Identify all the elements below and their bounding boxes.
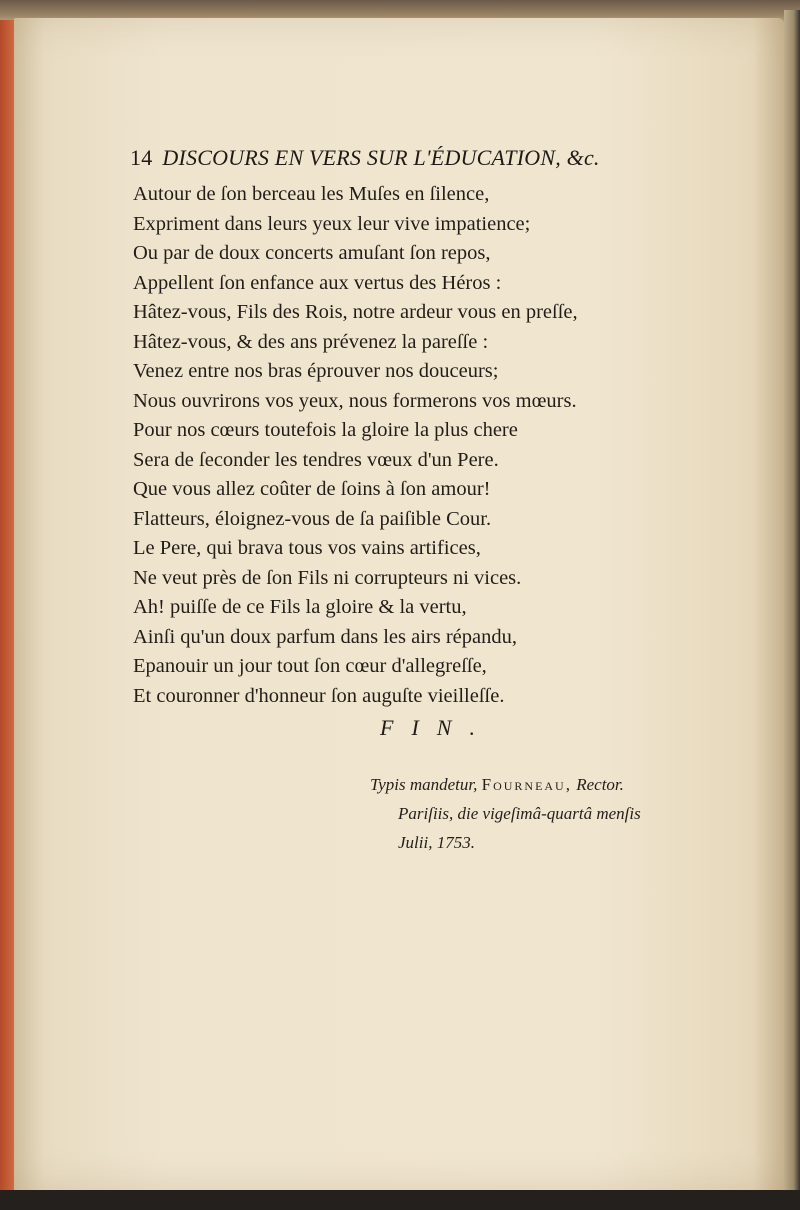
verse-line: Ah! puiſſe de ce Fils la gloire & la vertu, xyxy=(133,596,467,618)
verse-line: Ou par de doux concerts amuſant ſon repos, xyxy=(133,242,491,264)
verse-line: Ne veut près de ſon Fils ni corrupteurs ni vices. xyxy=(133,566,522,589)
verse-line: Hâtez-vous, & des ans prévenez la pareſſe : xyxy=(133,330,489,353)
verse-line: Venez entre nos bras éprouver nos douceurs; xyxy=(133,360,499,382)
page-stack-edge xyxy=(784,10,800,1190)
verse-line: Appellent ſon enfance aux vertus des Héros : xyxy=(133,271,502,294)
imprimatur-line-1: Typis mandetur, Fourneau, Rector. xyxy=(370,775,624,794)
verse-line: Pour nos cœurs toutefois la gloire la plus chere xyxy=(133,419,518,441)
imprimatur-line-3: Julii, 1753. xyxy=(398,833,475,852)
imprimatur-line-2: Pariſiis, die vigeſimâ-quartâ menſis xyxy=(398,804,641,823)
fin-mark: FIN. xyxy=(380,715,493,740)
binding-edge xyxy=(0,20,14,1190)
verse-line: Autour de ſon berceau les Muſes en ſilence, xyxy=(133,183,490,205)
verse-line: Hâtez-vous, Fils des Rois, notre ardeur vous en preſſe, xyxy=(133,301,578,323)
running-head xyxy=(130,145,690,171)
imprimatur xyxy=(370,770,730,857)
verse-line: Que vous allez coûter de ſoins à ſon amour! xyxy=(133,478,491,500)
verse-line: Nous ouvrirons vos yeux, nous formerons vos mœurs. xyxy=(133,389,577,412)
bottom-shadow xyxy=(0,1190,800,1210)
running-title: DISCOURS EN VERS SUR L'ÉDUCATION, &c. xyxy=(162,145,600,170)
verse-line: Et couronner d'honneur ſon auguſte vieilleſſe. xyxy=(133,684,505,707)
signatory-name: Fourneau, xyxy=(481,775,572,794)
verse-block xyxy=(133,180,693,711)
verse-line: Flatteurs, éloignez-vous de ſa paiſible Cour. xyxy=(133,507,492,530)
verse-line: Epanouir un jour tout ſon cœur d'allegreſſe, xyxy=(133,655,487,677)
verse-line: Expriment dans leurs yeux leur vive impatience; xyxy=(133,212,531,235)
page-number: 14 xyxy=(130,145,153,170)
verse-line: Le Pere, qui brava tous vos vains artifices, xyxy=(133,537,481,559)
verse-line: Ainſi qu'un doux parfum dans les airs répandu, xyxy=(133,625,518,648)
verse-line: Sera de ſeconder les tendres vœux d'un Pere. xyxy=(133,448,499,471)
